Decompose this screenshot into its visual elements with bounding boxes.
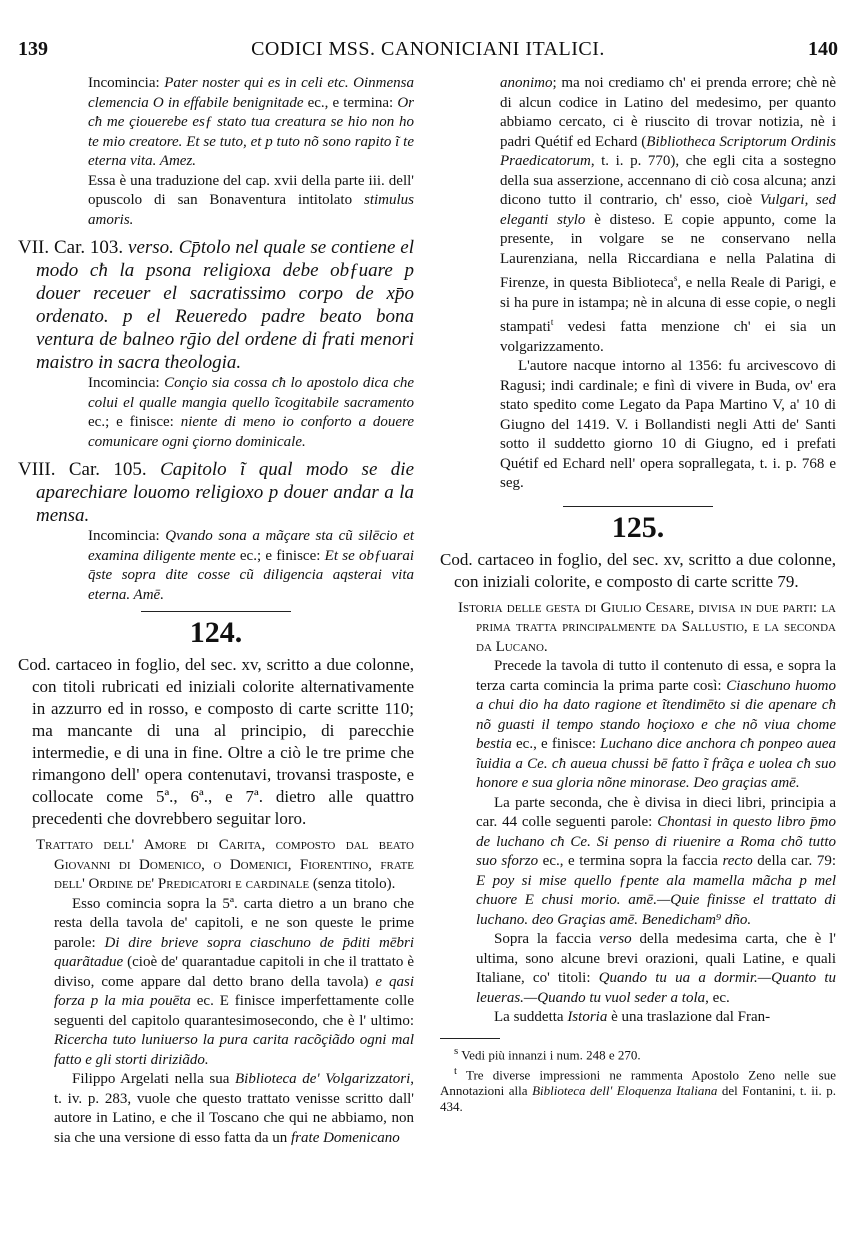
text-span: La suddetta	[494, 1009, 568, 1025]
page-number-right: 140	[808, 38, 838, 60]
text-span: vedesi fatta menzione ch' ei sia un volgarizzamento.	[500, 319, 836, 355]
text-span: stimulus amoris.	[88, 192, 414, 228]
text-span: della medesima carta, che è l' ultima, sono alcune brevi orazioni, quali Latine, e quali Italiane, co' titoli:	[476, 931, 836, 986]
text-span: ; ma noi crediamo ch' ei prenda errore; chè nè di alcun codice in Latino del medesimo, per quanto abbiamo cercato, ci è riuscito di trovar notizia, nè i padri Quétif ed Echard (	[500, 75, 836, 150]
text-span: Istoria	[567, 1009, 608, 1025]
footnote-mark: t	[454, 1064, 458, 1077]
work-title-124	[18, 836, 414, 895]
text-span: E poy si mise quello ƒpente ala mamella mãcha p mel chuore E chusi morio. amē.—Quie finisse el trattato di luchano. deo Graçias amē. Benedicham⁹ dño.	[476, 872, 836, 928]
text-span: , e nella Reale di Parigi, e si ha pure in istampa; nè in alcuna di esse copie, o negli stampati	[500, 275, 836, 335]
text-span: ec.; e finisce:	[88, 414, 181, 430]
footnote-ref: t	[550, 317, 554, 327]
page-number-left: 139	[18, 38, 48, 60]
footnote-s	[440, 1043, 836, 1063]
text-span: Trattato dell' Amore di Carita, composto dal beato Giovanni di Domenico, o Domenici, Fiorentino, frate dell' Ordine de' Predicatori e cardinale	[36, 837, 414, 892]
text-span: Bibliotheca Scriptorum Ordinis Praedicatorum	[500, 133, 836, 169]
text-span: frate Domenicano	[291, 1129, 400, 1146]
text-span: Ricercha tuto luniuerso la pura carita racõçiãdo ogni mal fatto e gli storti diriziãdo.	[54, 1032, 414, 1068]
footnote-t	[440, 1063, 836, 1115]
text-span: Qvando sona a mãçare sta cũ silēcio et examina diligente mente	[88, 528, 414, 564]
text-span: Incomincia:	[88, 375, 165, 391]
text-span: del Fontanini, t. ii. p. 434.	[440, 1083, 836, 1115]
note-paragraph	[18, 172, 414, 231]
text-span: è disteso. E copie appunto, come la presente, in volgare se ne conservano nella Laurenziana, nella Riccardiana e nella Palatina di Firenze, in questa Biblioteca	[500, 211, 836, 291]
prayers-paragraph	[440, 930, 836, 1008]
codex-124-description: Cod. cartaceo in foglio, del sec. xv, scritto a due colonne, con titoli rubricati ed iniziali colorite alternativamente in azzurro ed in rosso, e composto di carte scritte 110; ma mancante di una al principio, di parecchie intermedie, e di una in fine. Oltre a ciò le tre prime che rimangono dell' opera contenutavi, trovansi trasposte, e collocate come 5ª., 6ª., e 7ª. dietro alle quattro precedenti che dovrebbero seguitar loro.	[18, 655, 414, 828]
right-column	[440, 74, 836, 1115]
footnote-ref: s	[673, 273, 678, 283]
text-span: Incomincia:	[88, 75, 165, 91]
text-span: , t. iv. p. 283, vuole che questo trattato venisse scritto dall' autore in Latino, e che il Toscano che qui ne abbiamo, non sia che una versione di esso fatta da un	[54, 1071, 414, 1146]
text-span: ec., e termina:	[303, 94, 398, 111]
section-divider	[563, 506, 713, 507]
text-span: Chontasi in questo libro p̄mo de luchano cħ Ce. Si penso di riuenire a Roma chõ tutto suo sforzo	[476, 814, 836, 869]
text-span: Esso comincia sopra la 5ª. carta dietro a un brano che resta della tavola de' capitoli, e ne son queste le prime parole:	[54, 895, 414, 951]
text-span: ec. E finisce imperfettamente colle seguenti del capitolo quarantesimosecondo, che è l' ultimo:	[54, 993, 414, 1029]
incipit-124	[18, 895, 414, 1071]
entry-number-124: 124.	[189, 616, 243, 649]
item-title: Capitolo ĩ qual modo se die aparechiare louomo religioxo p douer andar a la mensa.	[36, 459, 415, 526]
text-span: Ciaschuno huomo a chui dio ha dato ragione et ĩtendimēto si die apenare cħ nõ guasti il tempo stando hoçioxo e che nõ viua chome bestia	[476, 677, 836, 752]
text-span: Istoria delle gesta di Giulio Cesare, divisa in due parti: la prima tratta principalmente da Sallustio, e la seconda da Lucano.	[458, 599, 836, 655]
text-span: Di dire brieve sopra ciaschuno de p̄diti mēbri quarãtadue	[54, 934, 415, 970]
text-span: Conçio sia cossa cħ lo apostolo dica che colui el qualle mangia quello ĩcogitabile sacramento	[88, 375, 415, 411]
text-span: Biblioteca dell' Eloquenza Italiana	[532, 1083, 718, 1099]
translation-paragraph	[440, 1008, 836, 1028]
page-header	[18, 38, 838, 62]
author-paragraph: L'autore nacque intorno al 1356: fu arcivescovo di Ragusi; indi cardinale; e finì di vivere in Buda, ov' era stato spedito come Legato da Papa Martino V, a' 10 di Giugno del 1419. V. i Bollandisti negli Atti de' Santi sotto il suddetto giorno 10 di Giugno, ed i prefati Quétif ed Echard nell' opera soprallegata, t. i. p. 768 e seg.	[500, 358, 836, 491]
text-span: Filippo Argelati nella sua	[72, 1071, 235, 1087]
text-span: della car. 79:	[752, 853, 836, 869]
work-title-125	[440, 599, 836, 658]
text-span: Quando tu ua a dormir.—Quanto tu leueras.—Quando tu vuol seder a tola	[476, 970, 836, 1006]
text-span: (cioè de' quarantadue capitoli in che il trattato è diviso, come appare dal detto brano della tavola)	[54, 954, 414, 990]
item-vii-incipit	[18, 374, 414, 452]
footnote-divider	[440, 1038, 500, 1039]
section-divider	[141, 611, 291, 612]
text-span: niente di meno io conforto a douere comunicare ogni çiorno dominicale.	[88, 414, 415, 450]
item-vii	[18, 236, 414, 374]
text-span: ec., e termina sopra la faccia	[538, 853, 723, 869]
item-title: Cp̄tolo nel quale se contiene el modo cħ la psona religioxa debe obƒuare p douer receuer el sacratissimo corpo de xp̄o ordenato. p el Reueredo padre beato bona ventura de balneo rḡio del ordene di frati menori maistro in sacra theologia.	[36, 237, 414, 373]
continuation-paragraph	[440, 74, 836, 357]
text-span: recto	[722, 853, 753, 869]
text-span: Incomincia:	[88, 528, 166, 544]
text-span: Vulgari, sed eleganti stylo	[500, 192, 837, 228]
footnote-mark: s	[454, 1044, 459, 1057]
text-span: è una traslazione dal Fran-	[607, 1009, 771, 1025]
text-span: Sopra la faccia	[494, 931, 600, 947]
running-title: CODICI MSS. CANONICIANI ITALICI.	[251, 38, 605, 60]
text-span: La parte seconda, che è divisa in dieci libri, principia a car. 44 colle seguenti parole:	[476, 794, 836, 830]
text-span: ec., e finisce:	[511, 736, 601, 752]
incipit-paragraph	[18, 74, 414, 172]
text-span: Vedi più innanzi i num. 248 e 270.	[458, 1046, 641, 1062]
text-span: Tre diverse impressioni ne rammenta Apostolo Zeno nelle sue Annotazioni alla	[440, 1067, 836, 1099]
argelati-paragraph	[18, 1070, 414, 1148]
text-span: Et se obƒuarai q̄ste sopra dite cosse cũ diligencia aqsterai vita eterna. Amē.	[88, 547, 414, 603]
text-span: verso.	[128, 237, 174, 258]
item-viii-incipit	[18, 527, 414, 605]
text-span: Pater noster qui es in celi etc. Oinmensa clemencia O in effabile benignitade	[88, 75, 414, 111]
text-span: , ec.	[705, 989, 730, 1006]
text-span: Precede la tavola di tutto il contenuto di essa, e sopra la terza carta comincia la prima parte così:	[476, 658, 836, 694]
entry-number-125: 125.	[611, 510, 665, 544]
text-span: e qasi forza p la mia pouēta	[54, 973, 414, 1009]
item-viii	[18, 458, 414, 527]
incipit-125	[440, 657, 836, 794]
text-span: anonimo	[500, 75, 553, 91]
text-span: Essa è una traduzione del cap. xvii della parte iii. dell' opuscolo di san Bonaventura intitolato	[88, 172, 414, 208]
text-span: Luchano dice anchora cħ ponpeo auea ĩuidia a Ce. cħ aueua chussi bē fatto ĩ frãça e uolea cħ suo honore e sua gloria nõne minorase. Deo graçias amē.	[476, 736, 836, 791]
left-column	[18, 74, 414, 1148]
text-span: (senza titolo).	[309, 876, 396, 892]
text-span: verso	[599, 931, 632, 947]
item-number: VII. Car. 103.	[18, 237, 129, 258]
codex-125-description: Cod. cartaceo in foglio, del sec. xv, scritto a due colonne, con iniziali colorite, e composto di carte scritte 79.	[440, 549, 836, 591]
text-span: Or cħ me çiouerebe esƒ stato tua creatura se hio non ho te mio creatore. Et se tuto, et p tuto nõ sono rapito ĩ te eterna vita. Amez.	[88, 94, 414, 169]
item-number: VIII. Car. 105.	[18, 459, 161, 480]
text-span: ec.; e finisce:	[235, 547, 325, 564]
part-two-paragraph	[440, 794, 836, 931]
text-span: Biblioteca de' Volgarizzatori	[234, 1071, 411, 1087]
text-span: , t. i. p. 770), che egli cita a sostegno della sua asserzione, accennano di ciò cosa alcuna; anzi dicono tutto il contrario, ch' esso, cioè	[500, 153, 836, 208]
